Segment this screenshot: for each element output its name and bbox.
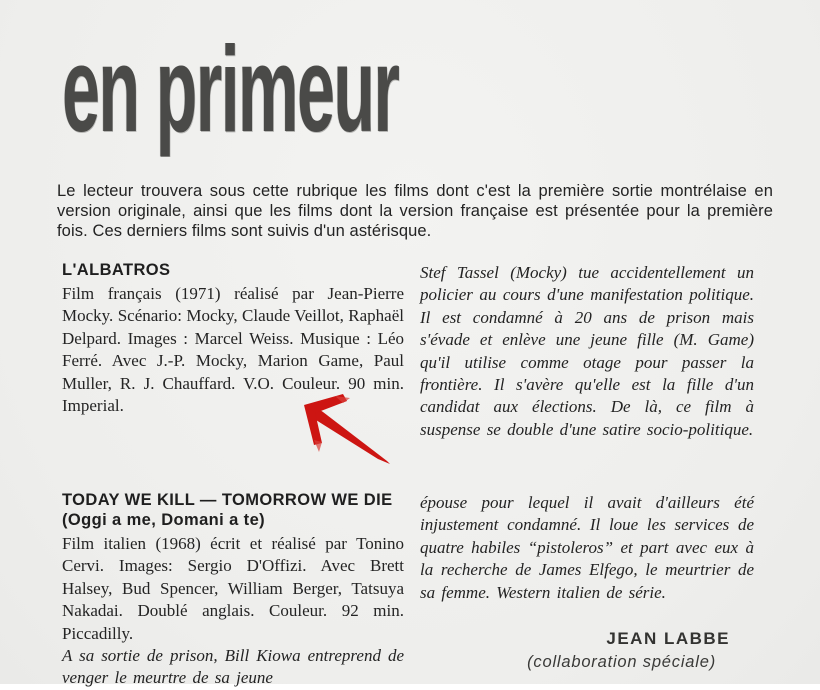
film-synopsis-albatros-block	[420, 262, 754, 441]
masthead	[62, 21, 663, 157]
author-name: JEAN LABBE	[606, 629, 730, 648]
red-arrow-icon	[295, 390, 397, 464]
film-synopsis-today-we-kill-right: épouse pour lequel il avait d'ailleurs été injustement condamné. Il loue les services de quatre habiles “pistoleros” et part avec eux à la recherche de James Elfego, le meurtrier de sa femme. Western italien de série.	[420, 493, 754, 602]
film-entry-today-we-kill	[62, 490, 404, 690]
film-synopsis-today-we-kill-left: A sa sortie de prison, Bill Kiowa entreprend de venger le meurtre de sa jeune	[62, 646, 404, 688]
film-synopsis-today-we-kill-block	[420, 492, 754, 604]
page-title: en primeur	[62, 21, 399, 157]
film-credits-today-we-kill: Film italien (1968) écrit et réalisé par Tonino Cervi. Images: Sergio D'Offizi. Avec Brett Halsey, Bud Spencer, William Berger, Tatsuya Nakadai. Doublé anglais. Couleur. 92 min. Piccadilly.	[62, 534, 404, 643]
film-title-albatros: L'ALBATROS	[62, 261, 171, 279]
film-synopsis-albatros: Stef Tassel (Mocky) tue accidentellement un policier au cours d'une manifestation politique. Il est condamné à 20 ans de prison mais s'évade et enlève une jeune fille (M. Game) qu'il utilise comme otage pour passer la frontière. Il s'avère qu'elle est la fille d'un candidat aux élections. De là, ce film à suspense se double d'une satire socio-politique.	[420, 263, 754, 439]
author-signature	[420, 629, 744, 672]
film-title-today-we-kill: TODAY WE KILL — TOMORROW WE DIE (Oggi a me, Domani a te)	[62, 491, 393, 529]
film-credits-albatros: Film français (1971) réalisé par Jean-Pierre Mocky. Scénario: Mocky, Claude Veillot, Raphaël Delpard. Images : Marcel Weiss. Musique : Léo Ferré. Avec J.-P. Mocky, Marion Game, Paul Muller, R. J. Chauffard. V.O. Couleur. 90 min. Imperial.	[62, 284, 404, 416]
author-role: (collaboration spéciale)	[527, 653, 716, 671]
section-intro-text: Le lecteur trouvera sous cette rubrique les films dont c'est la première sortie montrélaise en version originale, ainsi que les films dont la version française est présentée pour la première fois. Ces derniers films sont suivis d'un astérisque.	[57, 181, 773, 241]
